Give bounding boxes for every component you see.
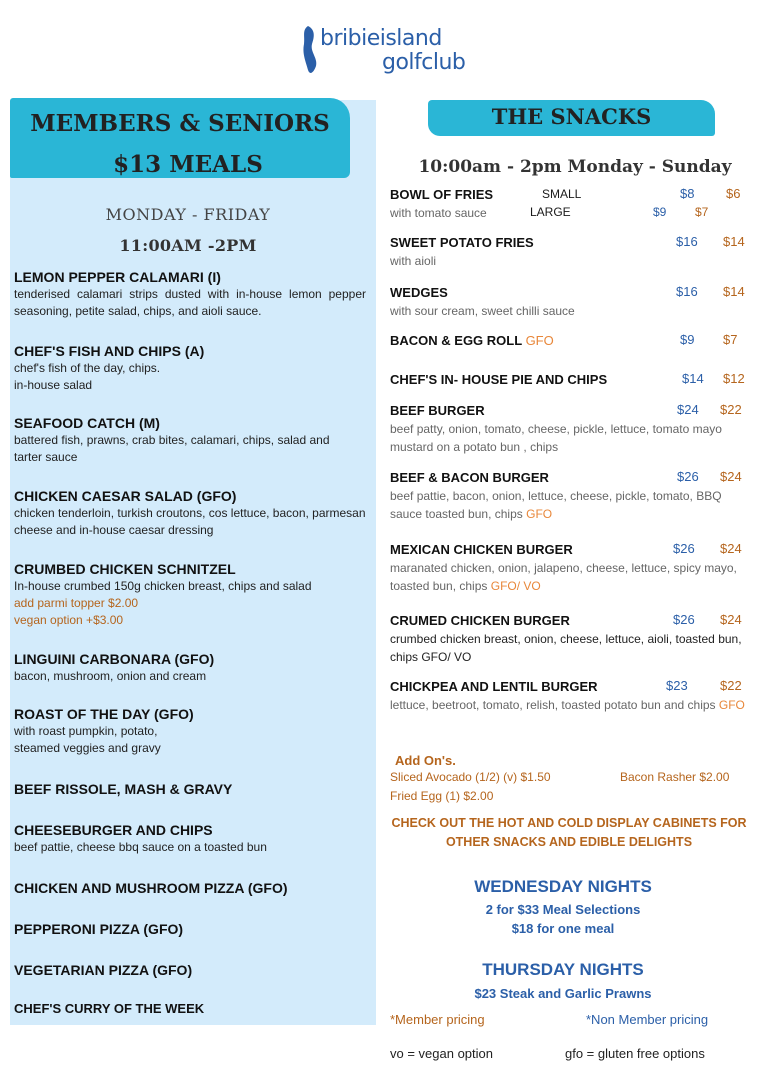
item-name: CHICKEN AND MUSHROOM PIZZA (GFO) (14, 880, 288, 896)
nonmember-price: $14 (723, 284, 745, 299)
menu-item (14, 414, 376, 466)
item-name: BOWL OF FRIES (390, 187, 494, 202)
item-name: MEXICAN CHICKEN BURGER (390, 542, 573, 557)
menu-item (14, 920, 376, 938)
member-price: $26 (673, 541, 695, 556)
menu-item (14, 780, 376, 798)
item-desc: with roast pumpkin, potato, (14, 724, 158, 738)
menu-item (14, 560, 376, 629)
member-price: $9 (680, 332, 695, 347)
item-name: CHICKPEA AND LENTIL BURGER (390, 679, 598, 694)
snack-item (390, 469, 748, 523)
item-desc: beef pattie, cheese bbq sauce on a toasted bun (14, 840, 267, 854)
member-price: $16 (676, 234, 698, 249)
snack-item (390, 234, 748, 270)
member-price: $9 (653, 205, 667, 219)
snacks-title: THE SNACKS (491, 104, 652, 129)
item-desc: with tomato sauce (390, 206, 487, 220)
item-name: SEAFOOD CATCH (M) (14, 415, 160, 431)
gfo-tag: GFO (718, 698, 745, 712)
addon-item: Bacon Rasher $2.00 (620, 770, 730, 784)
item-name: BEEF & BACON BURGER (390, 470, 549, 485)
size-small: SMALL (542, 187, 582, 201)
item-desc: battered fish, prawns, crab bites, calamari, chips, salad and tarter sauce (14, 433, 330, 464)
thursday-line-1: $23 Steak and Garlic Prawns (474, 986, 652, 1001)
club-logo (300, 22, 500, 82)
item-desc: In-house crumbed 150g chicken breast, chips and salad (14, 579, 312, 593)
item-desc: beef patty, onion, tomato, cheese, pickle, lettuce, tomato mayo mustard on a potato bun , chips (390, 422, 722, 454)
nonmember-price: $7 (723, 332, 738, 347)
item-desc-text: maranated chicken, onion, jalapeno, cheese, lettuce, spicy mayo, toasted bun, chips (390, 561, 737, 593)
item-desc: tenderised calamari strips dusted with in-house lemon pepper seasoning, petite salad, chips, and aioli sauce. (14, 287, 366, 318)
wednesday-line-1: 2 for $33 Meal Selections (485, 902, 641, 917)
addons-title: Add On's. (395, 753, 456, 768)
member-price: $24 (677, 402, 699, 417)
wednesday-line-2: $18 for one meal (511, 921, 615, 936)
item-desc: in-house salad (14, 378, 93, 392)
item-name: CHEF'S CURRY OF THE WEEK (14, 1001, 205, 1016)
members-title: MEMBERS & SENIORS (30, 110, 330, 137)
item-name: LEMON PEPPER CALAMARI (I) (14, 269, 221, 285)
nonmember-price: $6 (726, 186, 741, 201)
item-desc-text: lettuce, beetroot, tomato, relish, toasted potato bun and chips (390, 698, 716, 712)
nonmember-price: $12 (723, 371, 745, 386)
meal-time: 11:00AM -2PM (119, 236, 257, 255)
snack-item (390, 332, 748, 350)
logo-line-1: bribieisland (320, 26, 442, 51)
member-price: $14 (682, 371, 704, 386)
menu-item (14, 961, 376, 979)
size-large: LARGE (530, 205, 571, 219)
menu-item (14, 268, 376, 320)
member-price: $16 (676, 284, 698, 299)
snack-item (390, 402, 748, 456)
item-name: WEDGES (390, 285, 448, 300)
item-option: vegan option +$3.00 (14, 613, 124, 627)
item-name: BEEF RISSOLE, MASH & GRAVY (14, 781, 233, 797)
item-desc: steamed veggies and gravy (14, 741, 161, 755)
gfo-tag: GFO (526, 507, 553, 521)
member-price: $8 (680, 186, 695, 201)
member-price: $26 (673, 612, 695, 627)
member-price: $23 (666, 678, 688, 693)
logo-line-2: golfclub (382, 50, 466, 75)
snack-item (390, 371, 748, 389)
member-pricing-note: *Member pricing (390, 1012, 485, 1027)
snacks-hours: 10:00am - 2pm Monday - Sunday (418, 157, 732, 177)
item-desc (390, 559, 748, 595)
gluten-free-legend: gfo = gluten free options (565, 1046, 705, 1061)
item-desc: with aioli (390, 254, 437, 268)
display-cabinet-note: CHECK OUT THE HOT AND COLD DISPLAY CABINETS FOR OTHER SNACKS AND EDIBLE DELIGHTS (391, 816, 747, 849)
item-desc: chef's fish of the day, chips. (14, 361, 161, 375)
item-name: BEEF BURGER (390, 403, 485, 418)
nonmember-price: $7 (695, 205, 709, 219)
item-desc-text: beef pattie, bacon, onion, lettuce, cheese, pickle, tomato, BBQ sauce toasted bun, chips (390, 489, 722, 521)
item-desc: crumbed chicken breast, onion, cheese, lettuce, aioli, toasted bun, chips GFO/ VO (390, 632, 742, 664)
snack-item (390, 284, 748, 320)
item-desc: with sour cream, sweet chilli sauce (390, 304, 575, 318)
item-name: CHEF'S FISH AND CHIPS (A) (14, 343, 205, 359)
item-name: CHEF'S IN- HOUSE PIE AND CHIPS (390, 372, 608, 387)
wednesday-title: WEDNESDAY NIGHTS (474, 877, 652, 896)
nonmember-price: $24 (720, 541, 742, 556)
item-name: CRUMED CHICKEN BURGER (390, 613, 570, 628)
item-name-text: BACON & EGG ROLL (390, 333, 522, 348)
vegan-legend: vo = vegan option (390, 1046, 493, 1061)
snack-item (390, 186, 748, 222)
nonmember-pricing-note: *Non Member pricing (586, 1012, 709, 1027)
gfo-tag: GFO (525, 333, 554, 348)
snack-item (390, 541, 748, 595)
nonmember-price: $24 (720, 612, 742, 627)
item-name: VEGETARIAN PIZZA (GFO) (14, 962, 193, 978)
menu-item (14, 650, 376, 685)
item-name: CRUMBED CHICKEN SCHNITZEL (14, 561, 236, 577)
nonmember-price: $24 (720, 469, 742, 484)
item-desc: bacon, mushroom, onion and cream (14, 669, 207, 683)
menu-item (14, 705, 376, 757)
thursday-title: THURSDAY NIGHTS (482, 960, 644, 979)
menu-item (14, 487, 376, 539)
gfo-tag: GFO/ VO (490, 579, 541, 593)
menu-item (14, 879, 376, 897)
item-name: CHICKEN CAESAR SALAD (GFO) (14, 488, 237, 504)
addon-item: Sliced Avocado (1/2) (v) $1.50 (390, 770, 551, 784)
item-name: ROAST OF THE DAY (GFO) (14, 706, 194, 722)
snack-item (390, 612, 748, 666)
item-option: add parmi topper $2.00 (14, 596, 139, 610)
meal-days: MONDAY - FRIDAY (105, 205, 271, 224)
menu-item (14, 342, 376, 394)
menu-item (14, 1000, 376, 1018)
addon-item: Fried Egg (1) $2.00 (390, 789, 494, 803)
menu-item (14, 821, 376, 856)
item-name: LINGUINI CARBONARA (GFO) (14, 651, 215, 667)
nonmember-price: $22 (720, 678, 742, 693)
item-name: CHEESEBURGER AND CHIPS (14, 822, 213, 838)
item-desc (390, 487, 748, 523)
meals-price-title: $13 MEALS (113, 151, 263, 178)
item-name: PEPPERONI PIZZA (GFO) (14, 921, 184, 937)
item-name: SWEET POTATO FRIES (390, 235, 534, 250)
item-desc: chicken tenderloin, turkish croutons, cos lettuce, bacon, parmesan cheese and in-house caesar dressing (14, 506, 366, 537)
item-desc (390, 696, 748, 714)
nonmember-price: $22 (720, 402, 742, 417)
snack-item (390, 678, 748, 714)
member-price: $26 (677, 469, 699, 484)
nonmember-price: $14 (723, 234, 745, 249)
